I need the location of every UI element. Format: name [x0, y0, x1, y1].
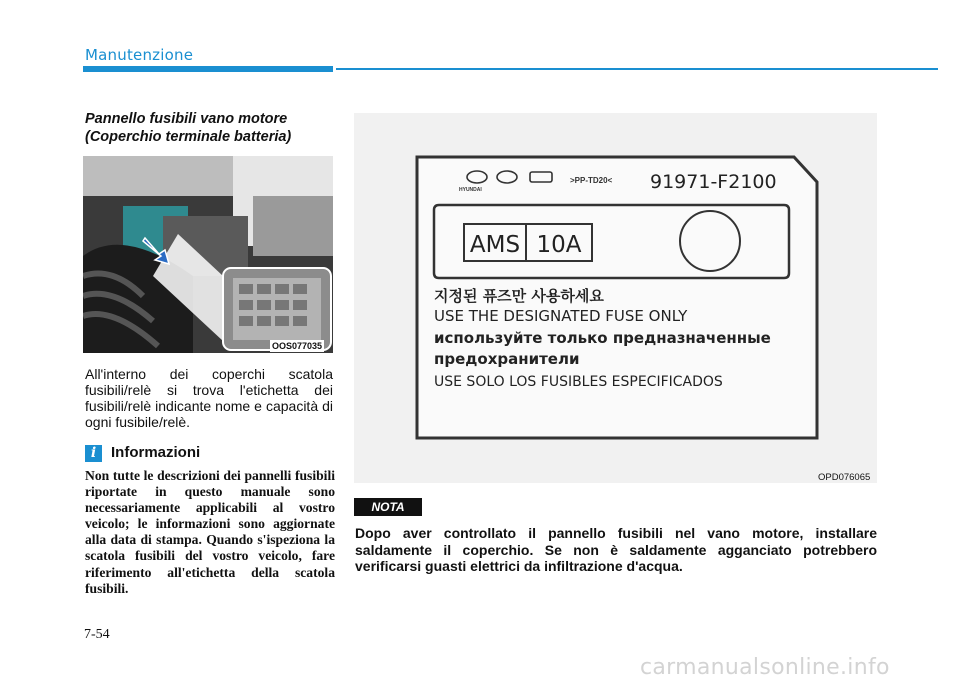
fuse-label-image	[354, 113, 877, 483]
label-line-korean: 지정된 퓨즈만 사용하세요	[434, 287, 604, 305]
info-title: Informazioni	[111, 444, 201, 461]
engine-bay-illustration	[83, 156, 333, 353]
label-line-russian-2: предохранители	[434, 350, 580, 368]
nota-badge: NOTA	[354, 498, 422, 516]
fuse-label-svg	[354, 113, 877, 483]
header-rule-thick	[83, 66, 333, 72]
info-text: Non tutte le descrizioni dei pannelli fusibili riportate in questo manuale sono necessariamente applicabili al vostro veicolo; le informazioni sono aggiornate alla data di stampa. Quando s'ispeziona la scatola fusibili del vostro veicolo, fare riferimento all'etichetta della scatola fusibili.	[85, 468, 335, 596]
svg-text:HYUNDAI: HYUNDAI	[459, 187, 482, 193]
label-caption: OPD076065	[818, 472, 871, 483]
header-rule-thin	[336, 68, 938, 70]
label-line-english: USE THE DESIGNATED FUSE ONLY	[434, 307, 688, 325]
label-line-spanish: USE SOLO LOS FUSIBLES ESPECIFICADOS	[434, 374, 723, 390]
label-fuse-rating: 10A	[536, 232, 582, 258]
label-line-russian-1: используйте только предназначенные	[434, 329, 771, 347]
nota-text: Dopo aver controllato il pannello fusibili nel vano motore, installare saldamente il coperchio. Se non è saldamente agganciato potrebbero verificarsi guasti elettrici da infiltrazione d'acqua.	[355, 525, 877, 574]
body-text: All'interno dei coperchi scatola fusibili/relè si trova l'etichetta dei fusibili/relè indicante nome e capacità di ogni fusibile/relè.	[85, 366, 333, 430]
subtitle	[85, 110, 335, 146]
label-part-number: 91971-F2100	[650, 171, 777, 193]
page-number: 7-54	[84, 627, 110, 642]
section-header: Manutenzione	[85, 46, 194, 64]
label-fuse-name: AMS	[469, 232, 521, 258]
photo-caption: OOS077035	[272, 341, 323, 351]
info-icon: i	[85, 445, 102, 462]
label-small-mark: >PP-TD20<	[570, 176, 613, 185]
subtitle-line-2: (Coperchio terminale batteria)	[85, 129, 292, 145]
watermark: carmanualsonline.info	[640, 655, 890, 680]
engine-bay-photo	[83, 156, 333, 353]
subtitle-line-1: Pannello fusibili vano motore	[85, 111, 288, 127]
